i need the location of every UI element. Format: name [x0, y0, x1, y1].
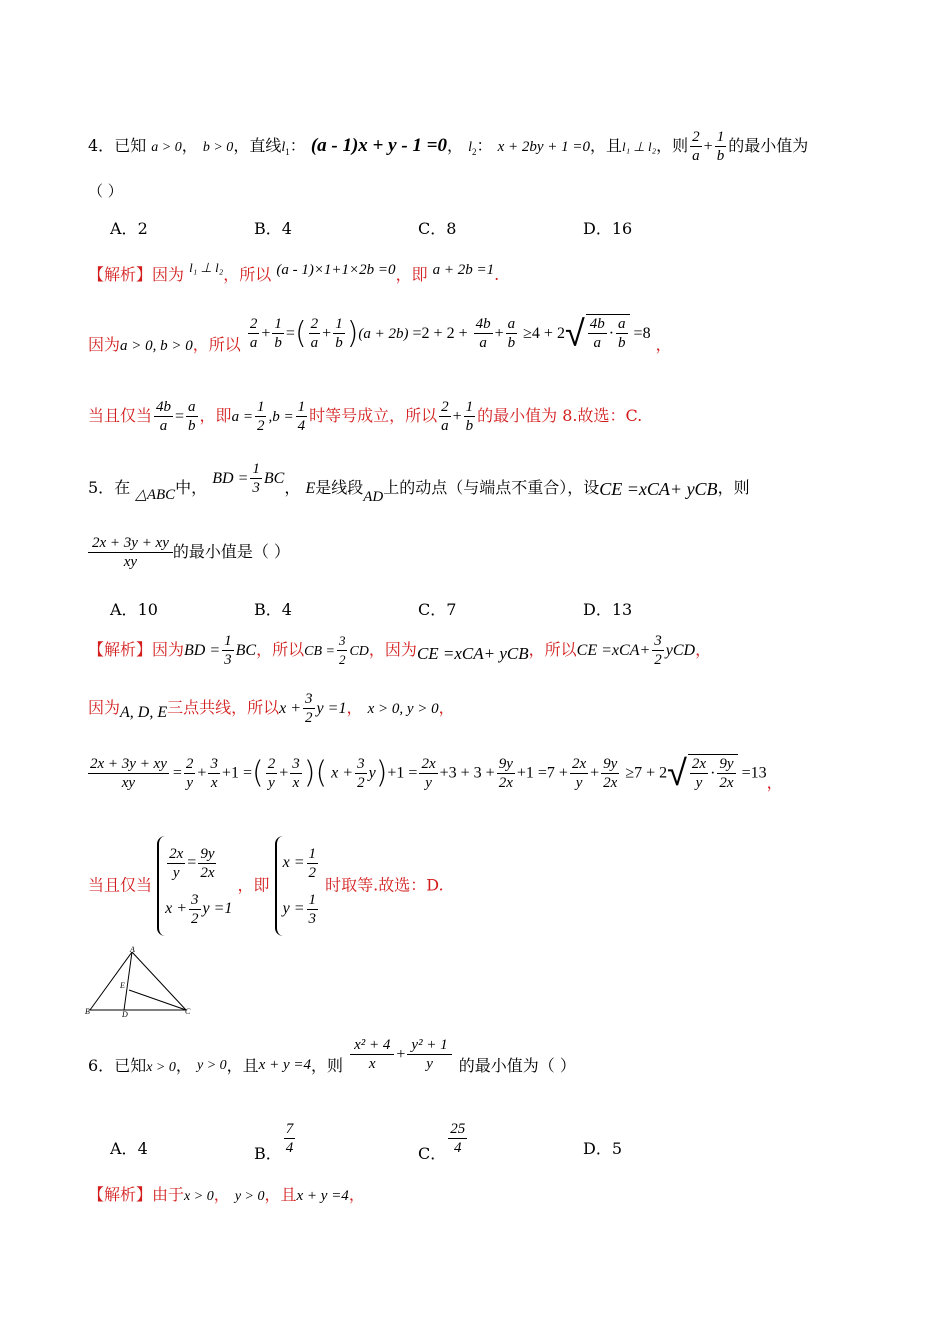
q4-solution-line1: 【解析】因为 $^{l_1 \perp l_2}$，所以 (a - 1)×1+1×2b =0，即 a + 2b =1.: [88, 260, 500, 284]
q5-option-a: A．10: [110, 600, 158, 619]
q5-condition-system: $\frac{2x}{y}$ = $\frac{9y}{2x}$ x + $\frac{3}{2}$ y =1: [157, 836, 232, 936]
label-c: C: [185, 1007, 191, 1016]
q4-stem: 4．已知 a > 0， b > 0，直线$l_1$： (a - 1)x + y - 1 =0， $l_2$： x + 2by + 1 =0，且l₁ ⊥ l₂，则 $\frac{2}{a}$ + $\frac{1}{b}$ 的最小值为: [88, 129, 809, 164]
triangle-figure: [84, 946, 204, 1026]
q5-option-d: D．13: [583, 600, 633, 619]
q6-option-b: B． $\frac{7}{4}$: [254, 1121, 294, 1163]
q5-solution-line3: $\frac{2x + 3y + xy}{xy}$ = $\frac{2}{y}$ + $\frac{3}{x}$ +1 =( $\frac{2}{y}$ + $\frac{3}{x}$ )( x + $\frac{3}{2}$ y)+1 = $\frac{2x}{y}$ +3 + 3 + $\frac{9y}{2x}$ +1 =7 + $\frac{2x}{y}$ + $\frac{9y}{2x}$ ≥7 + 2√ $\frac{2x}{y}$ · $\frac{9y}{2x}$ =13，: [90, 753, 783, 794]
q5-stem-expression: $\frac{2x + 3y + xy}{xy}$ 的最小值是（ ）: [88, 534, 290, 571]
q5-solution-line2: 因为A, D, E三点共线，所以x + $\frac{3}{2}$ y =1， x > 0, y > 0，: [88, 691, 455, 726]
q5-solution-system: x = $\frac{1}{2}$ y = $\frac{1}{3}$: [275, 836, 320, 936]
q5-option-c: C．7: [418, 600, 457, 619]
q4-expr-frac-a: $\frac{2}{a}$: [692, 129, 700, 164]
q6-option-a: A．4: [110, 1139, 148, 1158]
line-l2-equation: x + 2by + 1 =0: [497, 139, 591, 155]
line-l1-equation: (a - 1)x + y - 1 =0: [310, 135, 447, 156]
q4-option-a: A．2: [110, 219, 148, 238]
q5-solution-line4: 当且仅当 $\frac{2x}{y}$ = $\frac{9y}{2x}$ x + $\frac{3}{2}$ y =1 ，即 x = $\frac{1}{2}$ y = $\frac{1}{3}$ 时取等.故选：D.: [88, 836, 444, 936]
q4-option-d: D．16: [583, 219, 633, 238]
q4-solution-line2: 因为a > 0, b > 0，所以 $\frac{2}{a}$ + $\frac{1}{b}$ =( $\frac{2}{a}$ + $\frac{1}{b}$ )(a + 2b) =2 + 2 + $\frac{4b}{a}$ + $\frac{a}{b}$ ≥4 + 2√ $\frac{4b}{a}$ · $\frac{a}{b}$ =8 ，: [88, 313, 672, 354]
solution-tag: 【解析】: [88, 265, 153, 284]
q5-stem: 5．在 △ABC中， BD = $\frac{1}{3}$ BC， E是线段AD上的动点（与端点不重合），设CE =xCA+ yCB，则: [88, 461, 750, 505]
q6-stem: 6．已知x > 0， y > 0，且x + y =4，则 $\frac{\text{x² + 4}}{x}$ + $\frac{\text{y² + 1}}{y}$ 的最小值为（ ）: [88, 1037, 576, 1075]
q6-option-c: C． $\frac{25}{4}$: [418, 1121, 466, 1163]
label-d: D: [122, 1010, 128, 1019]
q4-option-b: B．4: [254, 219, 292, 238]
q4-answer-bracket: （ ）: [88, 182, 123, 200]
label-a: A: [130, 946, 135, 954]
q5-solution-line1: 【解析】因为BD = $\frac{1}{3}$ BC，所以CB = $\frac{3}{2}$ CD，因为CE =xCA+ yCB，所以CE =xCA+ $\frac{3}{2}$ yCD，: [88, 633, 712, 668]
q4-expr-frac-b: $\frac{1}{b}$: [716, 129, 725, 164]
q5-option-b: B．4: [254, 600, 292, 619]
q4-option-c: C．8: [418, 219, 457, 238]
label-e: E: [120, 981, 125, 990]
q6-option-d: D．5: [583, 1139, 623, 1158]
q4-solution-line3: 当且仅当 $\frac{4b}{a}$ = $\frac{a}{b}$ ，即a = $\frac{1}{2}$ ,b = $\frac{1}{4}$ 时等号成立，所以 $\frac{2}{a}$ + $\frac{1}{b}$ 的最小值为 8.故选：C.: [88, 399, 643, 434]
q4-inequality-chain: $\frac{2}{a}$ + $\frac{1}{b}$ =( $\frac{2}{a}$ + $\frac{1}{b}$ )(a + 2b) =2 + 2 + $\frac{4b}{a}$ + $\frac{a}{b}$ ≥4 + 2√ $\frac{4b}{a}$ · $\frac{a}{b}$ =8: [249, 313, 651, 354]
label-b: B: [85, 1007, 90, 1016]
q6-solution-line1: 【解析】由于x > 0， y > 0，且x + y =4，: [88, 1185, 365, 1204]
